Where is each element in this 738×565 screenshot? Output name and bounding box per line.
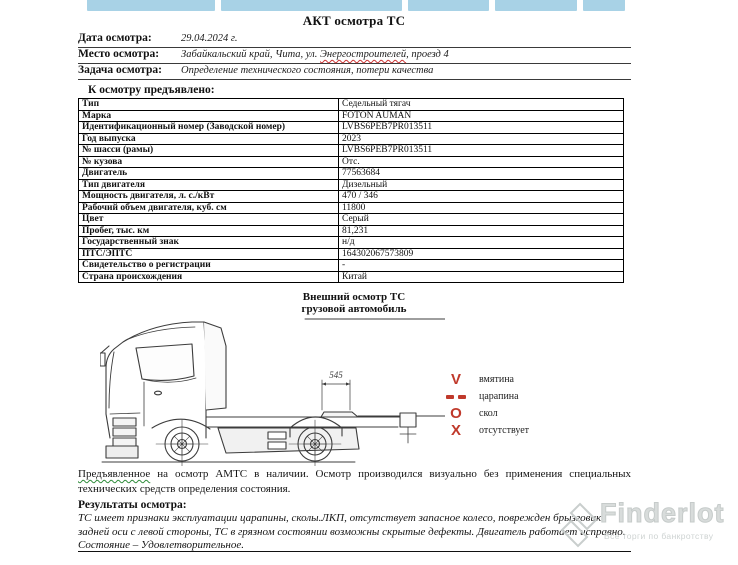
table-row: Идентификационный номер (Заводской номер) LVBS6PEB7PR013511 bbox=[79, 122, 624, 134]
signature-rule bbox=[78, 551, 631, 552]
table-row: Марка FOTON AUMAN bbox=[79, 110, 624, 122]
inspection-note: Предъявленное на осмотр АМТС в наличии. Осмотр производился визуально без применения специальных технических средств определения состояния. bbox=[78, 468, 631, 495]
watermark-name: Finderlot bbox=[600, 498, 725, 528]
field-row-place bbox=[78, 48, 631, 64]
toolbar-tab[interactable] bbox=[583, 0, 625, 11]
finderlot-logo-icon bbox=[560, 502, 600, 550]
table-row: Двигатель 77563684 bbox=[79, 168, 624, 180]
legend-item-chip: O скол bbox=[443, 405, 529, 422]
section-heading: К осмотру предъявлено: bbox=[88, 84, 215, 96]
table-row: Рабочий объем двигателя, куб. см 11800 bbox=[79, 202, 624, 214]
damage-legend bbox=[443, 371, 529, 439]
exterior-heading-line2: грузовой автомобиль bbox=[301, 303, 407, 315]
place-value: Забайкальский край, Чита, ул. Энергостроителей, проезд 4 bbox=[181, 49, 449, 60]
field-row-task bbox=[78, 64, 631, 80]
table-row: Тип двигателя Дизельный bbox=[79, 179, 624, 191]
table-row: Свидетельство о регистрации - bbox=[79, 260, 624, 272]
table-row: Государственный знак н/д bbox=[79, 237, 624, 249]
date-label: Дата осмотра: bbox=[78, 32, 152, 44]
legend-item-missing: X отсутствует bbox=[443, 422, 529, 439]
watermark bbox=[560, 500, 738, 560]
toolbar-tab[interactable] bbox=[495, 0, 577, 11]
toolbar-tab[interactable] bbox=[221, 0, 402, 11]
watermark-tagline: Все торги по банкротству bbox=[604, 531, 714, 541]
vehicle-spec-table bbox=[78, 98, 624, 283]
spellcheck-marked-word: Энергостроителей bbox=[320, 49, 407, 60]
task-value: Определение технического состояния, потери качества bbox=[181, 65, 434, 76]
table-row: Пробег, тыс. км 81,231 bbox=[79, 225, 624, 237]
chip-symbol-icon: O bbox=[450, 405, 462, 422]
scratch-symbol-icon bbox=[443, 395, 469, 399]
legend-item-dent: V вмятина bbox=[443, 371, 529, 388]
table-row: Тип Седельный тягач bbox=[79, 99, 624, 111]
table-row: Цвет Серый bbox=[79, 214, 624, 226]
table-row: Год выпуска 2023 bbox=[79, 133, 624, 145]
table-row: № кузова Отс. bbox=[79, 156, 624, 168]
dimension-label: 545 bbox=[329, 370, 343, 380]
date-value: 29.04.2024 г. bbox=[181, 33, 238, 44]
task-label: Задача осмотра: bbox=[78, 64, 162, 76]
table-row: Мощность двигателя, л. с./кВт 470 / 346 bbox=[79, 191, 624, 203]
table-row: Страна происхождения Китай bbox=[79, 271, 624, 283]
truck-side-view-drawing bbox=[100, 316, 445, 466]
spellcheck-marked-word: Предъявленное bbox=[78, 468, 151, 480]
missing-symbol-icon: X bbox=[450, 422, 461, 439]
toolbar-tab[interactable] bbox=[87, 0, 215, 11]
table-row: ПТС/ЭПТС 164302067573809 bbox=[79, 248, 624, 260]
table-row: № шасси (рамы) LVBS6PEB7PR013511 bbox=[79, 145, 624, 157]
exterior-heading-line1: Внешний осмотр ТС bbox=[302, 291, 406, 303]
document-title: АКТ осмотра ТС bbox=[302, 13, 406, 28]
dent-symbol-icon: V bbox=[450, 371, 461, 388]
place-label: Место осмотра: bbox=[78, 48, 160, 60]
toolbar-tab[interactable] bbox=[408, 0, 489, 11]
results-heading: Результаты осмотра: bbox=[78, 499, 187, 511]
legend-item-scratch: царапина bbox=[443, 388, 529, 405]
results-text: ТС имеет признаки эксплуатации царапины, сколы.ЛКП, отсутствует запасное колесо, поврежден брызговик задней оси с левой стороны, ТС в грязном состоянии возможны скрытые дефекты. Двигатель работает исправно. Состояние – Удовлетворительное. bbox=[78, 512, 626, 551]
field-row-date bbox=[78, 32, 631, 48]
